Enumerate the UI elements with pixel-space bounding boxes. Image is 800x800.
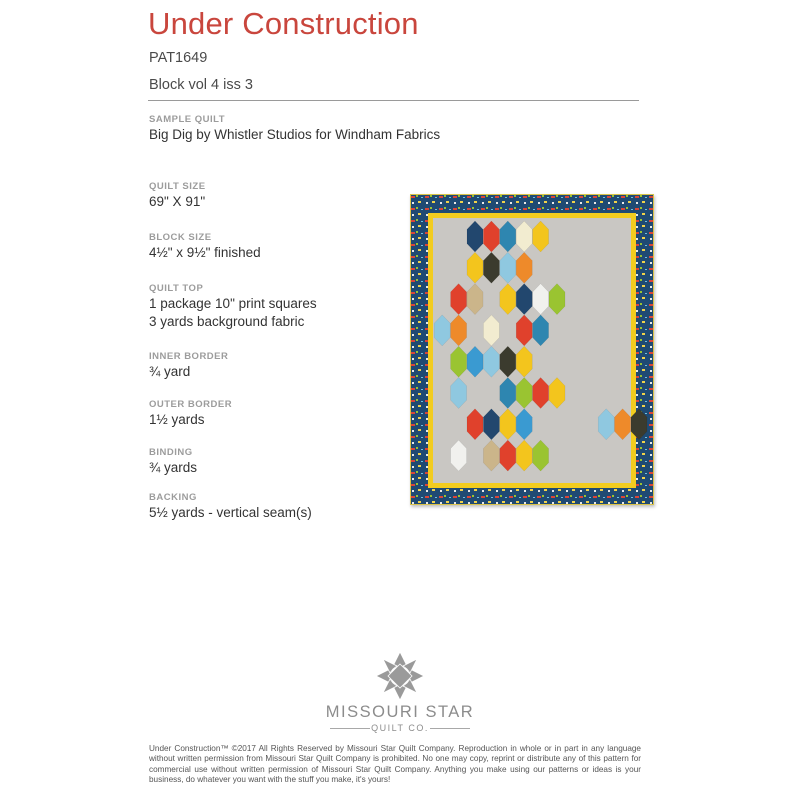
- spec-value: Big Dig by Whistler Studios for Windham Fabrics: [149, 127, 441, 142]
- spec-label: INNER BORDER: [149, 351, 229, 362]
- quilt-photo: [410, 194, 654, 505]
- logo-line-right: [430, 728, 470, 729]
- spec-inner-border: [149, 351, 228, 381]
- spec-block-size: [149, 232, 261, 262]
- logo-brand-text: MISSOURI STAR: [325, 703, 475, 721]
- spec-value: ¾ yard: [149, 364, 191, 379]
- spec-sample-quilt: [149, 114, 440, 144]
- spec-quilt-top: [149, 283, 317, 331]
- missouri-star-logo: [300, 648, 500, 738]
- pattern-issue: Block vol 4 iss 3: [149, 77, 253, 93]
- pattern-code: PAT1649: [149, 50, 208, 66]
- quilt-illustration: [410, 194, 654, 505]
- spec-binding: [149, 447, 197, 477]
- copyright-notice: Under Construction™ ©2017 All Rights Reserved by Missouri Star Quilt Company. Reproduction in whole or in part in any language without written permission from Missouri Star Quilt Company is prohibited. No one may copy, reprint or distribute any of this pattern for commercial use without written permission of Missouri Star Quilt Company. Anything you make using our patterns or ideas is your business, do whatever you want with the stuff you make, it's yours!: [149, 744, 641, 785]
- spec-label: BLOCK SIZE: [149, 232, 212, 243]
- spec-value: 1 package 10" print squares: [149, 296, 317, 311]
- spec-label: QUILT SIZE: [149, 181, 206, 192]
- spec-outer-border: [149, 399, 232, 429]
- spec-quilt-size: [149, 181, 206, 211]
- spec-label: BINDING: [149, 447, 193, 458]
- spec-value: ¾ yards: [149, 460, 198, 475]
- header-divider: [148, 100, 639, 101]
- star-quilt-block-icon: [300, 648, 500, 702]
- spec-label: BACKING: [149, 492, 197, 503]
- spec-value: 5½ yards - vertical seam(s): [149, 505, 312, 520]
- spec-label: OUTER BORDER: [149, 399, 233, 410]
- pattern-title: Under Construction: [148, 6, 419, 41]
- spec-backing: [149, 492, 312, 522]
- spec-value: 3 yards background fabric: [149, 314, 305, 329]
- spec-value: 4½" x 9½" finished: [149, 245, 261, 260]
- spec-label: QUILT TOP: [149, 283, 204, 294]
- spec-label: SAMPLE QUILT: [149, 114, 226, 125]
- spec-value: 1½ yards: [149, 412, 205, 427]
- logo-sub-text: QUILT CO.: [371, 723, 429, 733]
- spec-value: 69" X 91": [149, 194, 206, 209]
